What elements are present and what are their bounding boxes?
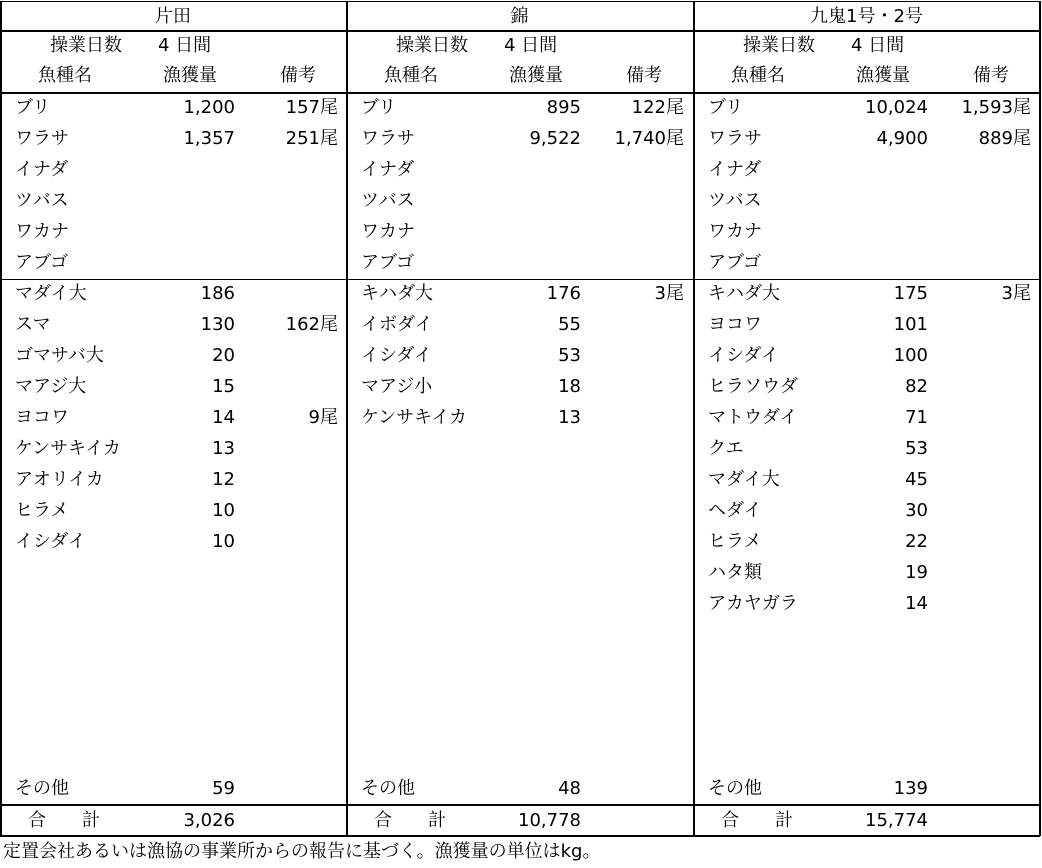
species-name: ブリ — [708, 97, 744, 118]
catch-value: 175 — [893, 283, 928, 304]
note-value — [586, 402, 684, 433]
species-name: イナダ — [15, 159, 69, 180]
catch-value: 13 — [558, 407, 581, 428]
catch-value: 101 — [893, 314, 928, 335]
species-name: ケンサキイカ — [361, 407, 467, 428]
species-name: ゴマサバ大 — [15, 345, 104, 366]
other-value: 139 — [893, 778, 928, 799]
catch-value — [140, 216, 235, 247]
note-value — [933, 495, 1031, 526]
note-value: 1,740尾 — [614, 128, 684, 149]
note-value — [240, 371, 338, 402]
species-name: ヘダイ — [708, 500, 762, 521]
species-name: キハダ大 — [361, 283, 433, 304]
catch-value — [486, 216, 581, 247]
species-name: ヒラソウダ — [708, 376, 798, 397]
note-value: 9尾 — [308, 407, 338, 428]
note-value — [933, 588, 1031, 619]
species-name: ワカナ — [708, 221, 762, 242]
top-border — [0, 1, 1040, 2]
left-border — [0, 1, 2, 836]
catch-value — [833, 247, 928, 278]
note-value: 122尾 — [631, 97, 684, 118]
species-name: ハタ類 — [708, 562, 762, 583]
species-name: イナダ — [708, 159, 762, 180]
note-value: 162尾 — [285, 314, 338, 335]
species-name: マダイ大 — [15, 283, 87, 304]
species-name: イナダ — [361, 159, 415, 180]
species-name: キハダ大 — [708, 283, 780, 304]
note-value — [586, 216, 684, 247]
days-value: 4 日間 — [504, 35, 558, 56]
catch-value — [140, 185, 235, 216]
note-value — [586, 371, 684, 402]
species-name: イボダイ — [361, 314, 433, 335]
species-name: ヒラメ — [708, 531, 762, 552]
note-value — [933, 433, 1031, 464]
catch-value — [486, 247, 581, 278]
species-name: ヨコワ — [708, 314, 762, 335]
species-name: ケンサキイカ — [15, 438, 121, 459]
catch-value — [486, 154, 581, 185]
note-value: 3尾 — [654, 283, 684, 304]
total-value: 3,026 — [183, 810, 235, 831]
other-label: その他 — [15, 778, 69, 799]
note-value: 251尾 — [285, 128, 338, 149]
other-label: その他 — [708, 778, 762, 799]
catch-value — [140, 247, 235, 278]
days-label: 操業日数 — [50, 35, 122, 56]
catch-value: 53 — [558, 345, 581, 366]
note-value — [240, 495, 338, 526]
note-value — [240, 433, 338, 464]
note-value — [933, 216, 1031, 247]
column-header-catch: 漁獲量 — [163, 65, 217, 86]
note-value — [586, 185, 684, 216]
species-name: イシダイ — [708, 345, 779, 366]
days-label: 操業日数 — [743, 35, 815, 56]
other-value: 48 — [558, 778, 581, 799]
note-value — [933, 185, 1031, 216]
catch-value: 10,024 — [865, 97, 928, 118]
note-value — [933, 464, 1031, 495]
column-header-note: 備考 — [973, 65, 1009, 86]
catch-value: 45 — [905, 469, 928, 490]
catch-value — [833, 185, 928, 216]
species-name: ブリ — [15, 97, 51, 118]
note-value — [933, 154, 1031, 185]
species-name: イシダイ — [361, 345, 432, 366]
species-name: マアジ小 — [361, 376, 433, 397]
total-value: 15,774 — [865, 810, 928, 831]
note-value: 1,593尾 — [961, 97, 1031, 118]
catch-value: 4,900 — [876, 128, 928, 149]
catch-value: 18 — [558, 376, 581, 397]
other-value: 59 — [212, 778, 235, 799]
note-value — [933, 402, 1031, 433]
catch-value: 12 — [212, 469, 235, 490]
species-name: ブリ — [361, 97, 397, 118]
species-name: ワラサ — [361, 128, 415, 149]
note-value — [933, 557, 1031, 588]
species-name: アブゴ — [361, 252, 415, 273]
species-name: アオリイカ — [15, 469, 104, 490]
note-value — [240, 185, 338, 216]
species-name: スマ — [15, 314, 51, 335]
species-name: ツバス — [361, 190, 415, 211]
species-name: マアジ大 — [15, 376, 87, 397]
catch-value: 186 — [200, 283, 235, 304]
catch-value: 10 — [212, 531, 235, 552]
footnote: 定置会社あるいは漁協の事業所からの報告に基づく。漁獲量の単位はkg。 — [3, 841, 601, 862]
note-value — [933, 247, 1031, 278]
catch-value: 15 — [212, 376, 235, 397]
note-value — [240, 526, 338, 557]
species-name: ツバス — [15, 190, 69, 211]
species-name: マトウダイ — [708, 407, 798, 428]
days-label: 操業日数 — [396, 35, 468, 56]
catch-value: 14 — [905, 593, 928, 614]
catch-value: 14 — [212, 407, 235, 428]
species-name: ツバス — [708, 190, 762, 211]
total-label: 合 計 — [721, 810, 793, 831]
total-label: 合 計 — [374, 810, 446, 831]
species-name: ワカナ — [361, 221, 415, 242]
column-header-catch: 漁獲量 — [509, 65, 563, 86]
note-value — [586, 309, 684, 340]
note-value — [240, 340, 338, 371]
note-value — [240, 464, 338, 495]
catch-value: 10 — [212, 500, 235, 521]
catch-value — [486, 185, 581, 216]
total-value: 10,778 — [518, 810, 581, 831]
catch-value: 55 — [558, 314, 581, 335]
region-title: 片田 — [155, 6, 191, 27]
column-header-species: 魚種名 — [384, 65, 438, 86]
note-value — [240, 154, 338, 185]
divider-1 — [346, 1, 348, 836]
species-name: ワラサ — [15, 128, 69, 149]
note-value — [933, 340, 1031, 371]
species-name: クエ — [708, 438, 744, 459]
note-value — [586, 154, 684, 185]
catch-value: 30 — [905, 500, 928, 521]
column-header-catch: 漁獲量 — [856, 65, 910, 86]
catch-value: 13 — [212, 438, 235, 459]
species-name: アブゴ — [15, 252, 69, 273]
other-label: その他 — [361, 778, 415, 799]
column-header-note: 備考 — [626, 65, 662, 86]
column-header-note: 備考 — [280, 65, 316, 86]
catch-value — [140, 154, 235, 185]
note-value — [933, 309, 1031, 340]
note-value — [586, 247, 684, 278]
column-header-species: 魚種名 — [38, 65, 92, 86]
region-title: 錦 — [510, 6, 529, 27]
note-value — [586, 340, 684, 371]
note-value: 3尾 — [1001, 283, 1031, 304]
catch-value — [833, 154, 928, 185]
catch-value: 9,522 — [529, 128, 581, 149]
catch-value: 22 — [905, 531, 928, 552]
note-value — [933, 526, 1031, 557]
column-header-species: 魚種名 — [731, 65, 785, 86]
species-name: ワラサ — [708, 128, 762, 149]
region-title: 九鬼1号・2号 — [810, 6, 923, 27]
note-value: 889尾 — [978, 128, 1031, 149]
days-value: 4 日間 — [851, 35, 905, 56]
species-name: ヒラメ — [15, 500, 69, 521]
catch-value: 176 — [546, 283, 581, 304]
note-value — [240, 216, 338, 247]
catch-value — [833, 216, 928, 247]
species-name: イシダイ — [15, 531, 86, 552]
total-label: 合 計 — [28, 810, 100, 831]
days-value: 4 日間 — [158, 35, 212, 56]
catch-value: 82 — [905, 376, 928, 397]
note-value — [933, 371, 1031, 402]
species-name: ヨコワ — [15, 407, 69, 428]
note-value: 157尾 — [285, 97, 338, 118]
divider-2 — [693, 1, 695, 836]
catch-value: 895 — [546, 97, 581, 118]
species-name: ワカナ — [15, 221, 69, 242]
catch-value: 100 — [893, 345, 928, 366]
note-value — [240, 278, 338, 309]
catch-value: 71 — [905, 407, 928, 428]
catch-value: 19 — [905, 562, 928, 583]
species-name: アブゴ — [708, 252, 762, 273]
right-border — [1039, 1, 1041, 836]
catch-value: 53 — [905, 438, 928, 459]
note-value — [240, 247, 338, 278]
catch-value: 1,357 — [183, 128, 235, 149]
species-name: アカヤガラ — [708, 593, 798, 614]
species-name: マダイ大 — [708, 469, 780, 490]
catch-value: 20 — [212, 345, 235, 366]
catch-value: 130 — [200, 314, 235, 335]
catch-value: 1,200 — [183, 97, 235, 118]
